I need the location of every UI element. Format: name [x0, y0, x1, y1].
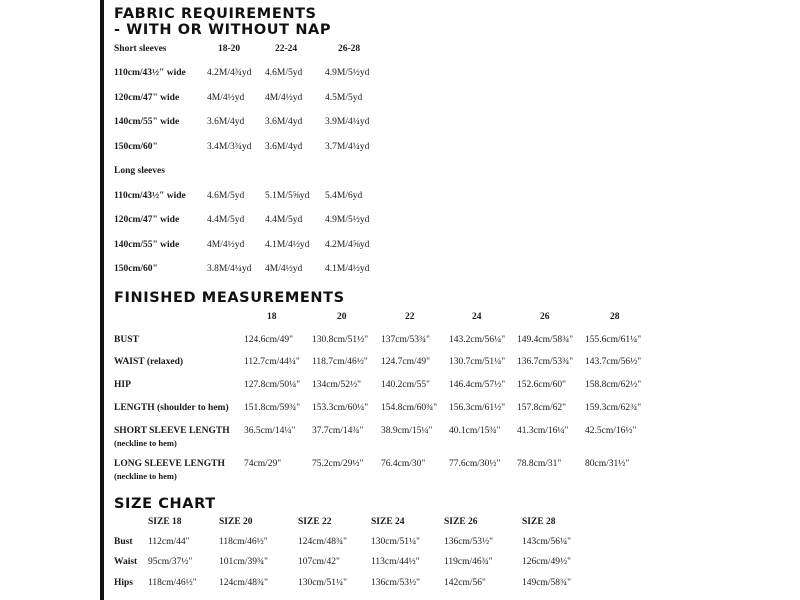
- fabric-cell: 3.6M/4yd: [265, 142, 303, 152]
- size-chart-cell: 112cm/44": [148, 537, 190, 547]
- finished-cell: 36.5cm/14¼": [244, 426, 296, 436]
- size-chart-cell: 130cm/51¼": [371, 537, 420, 547]
- finished-cell: 75.2cm/29½": [312, 459, 364, 469]
- finished-cell: 130.7cm/51¼": [449, 357, 506, 367]
- fabric-row-label: 150cm/60": [114, 264, 158, 274]
- finished-cell: 124.7cm/49": [381, 357, 430, 367]
- finished-cell: 158.8cm/62½": [585, 380, 642, 390]
- size-chart-column-header: SIZE 24: [371, 517, 405, 527]
- size-chart-title: SIZE CHART: [114, 496, 216, 512]
- size-chart-row-label: Waist: [114, 557, 138, 567]
- finished-column-header: 26: [540, 312, 550, 322]
- finished-cell: 157.8cm/62": [517, 403, 566, 413]
- finished-row-label: SHORT SLEEVE LENGTH: [114, 426, 230, 436]
- fabric-cell: 3.6M/4yd: [265, 117, 303, 127]
- size-chart-cell: 143cm/56¼": [522, 537, 571, 547]
- fabric-cell: 3.9M/4¼yd: [325, 117, 370, 127]
- fabric-cell: 3.6M/4yd: [207, 117, 245, 127]
- fabric-cell: 5.4M/6yd: [325, 191, 363, 201]
- finished-row-label: WAIST (relaxed): [114, 357, 184, 367]
- finished-cell: 40.1cm/15¾": [449, 426, 501, 436]
- fabric-row-label: 120cm/47" wide: [114, 93, 180, 103]
- finished-cell: 80cm/31½": [585, 459, 630, 469]
- finished-cell: 42.5cm/16½": [585, 426, 637, 436]
- finished-cell: 155.6cm/61¼": [585, 335, 642, 345]
- fabric-cell: 4M/4½yd: [265, 93, 303, 103]
- size-chart-column-header: SIZE 28: [522, 517, 556, 527]
- finished-cell: 143.2cm/56¼": [449, 335, 506, 345]
- finished-cell: 76.4cm/30": [381, 459, 426, 469]
- fabric-cell: 3.4M/3¾yd: [207, 142, 252, 152]
- finished-row-sublabel: (neckline to hem): [114, 471, 177, 481]
- finished-cell: 154.8cm/60¾": [381, 403, 438, 413]
- fabric-cell: 4.9M/5½yd: [325, 215, 370, 225]
- long-sleeves-label: Long sleeves: [114, 166, 165, 176]
- size-chart-cell: 113cm/44½": [371, 557, 420, 567]
- size-chart-cell: 118cm/46½": [219, 537, 268, 547]
- fabric-row-label: 110cm/43½" wide: [114, 68, 186, 78]
- finished-cell: 140.2cm/55": [381, 380, 430, 390]
- fabric-row-label: 140cm/55" wide: [114, 240, 180, 250]
- fabric-cell: 3.7M/4¼yd: [325, 142, 370, 152]
- finished-cell: 137cm/53¾": [381, 335, 430, 345]
- finished-cell: 41.3cm/16¼": [517, 426, 569, 436]
- fabric-cell: 4.2M/4⅝yd: [325, 240, 370, 250]
- fabric-cell: 4.4M/5yd: [265, 215, 303, 225]
- finished-column-header: 24: [472, 312, 482, 322]
- finished-row-sublabel: (neckline to hem): [114, 438, 177, 448]
- finished-cell: 159.3cm/62¾": [585, 403, 642, 413]
- finished-measurements-title: FINISHED MEASUREMENTS: [114, 290, 345, 306]
- fabric-row-label: 120cm/47" wide: [114, 215, 180, 225]
- size-chart-cell: 126cm/49½": [522, 557, 571, 567]
- finished-cell: 136.7cm/53¾": [517, 357, 574, 367]
- short-sleeves-label: Short sleeves: [114, 44, 167, 54]
- finished-cell: 74cm/29": [244, 459, 282, 469]
- fabric-cell: 4.1M/4½yd: [265, 240, 310, 250]
- size-chart-cell: 142cm/56": [444, 578, 486, 588]
- size-chart-column-header: SIZE 22: [298, 517, 332, 527]
- fabric-cell: 4M/4½yd: [207, 240, 245, 250]
- fabric-cell: 4.9M/5½yd: [325, 68, 370, 78]
- left-border-bar: [100, 0, 104, 600]
- fabric-row-label: 110cm/43½" wide: [114, 191, 186, 201]
- size-chart-row-label: Bust: [114, 537, 133, 547]
- size-chart-cell: 149cm/58¾": [522, 578, 571, 588]
- finished-row-label: BUST: [114, 335, 139, 345]
- finished-cell: 124.6cm/49": [244, 335, 293, 345]
- size-chart-row-label: Hips: [114, 578, 134, 588]
- fabric-cell: 4.6M/5yd: [207, 191, 245, 201]
- size-chart-cell: 101cm/39¾": [219, 557, 268, 567]
- fabric-title-line1: FABRIC REQUIREMENTS: [114, 6, 317, 22]
- size-chart-cell: 107cm/42": [298, 557, 340, 567]
- finished-cell: 153.3cm/60¼": [312, 403, 369, 413]
- fabric-row-label: 140cm/55" wide: [114, 117, 180, 127]
- fabric-cell: 4M/4½yd: [207, 93, 245, 103]
- size-chart-cell: 124cm/48¾": [298, 537, 347, 547]
- finished-cell: 130.8cm/51½": [312, 335, 369, 345]
- finished-cell: 134cm/52½": [312, 380, 361, 390]
- size-chart-cell: 118cm/46½": [148, 578, 197, 588]
- finished-row-label: HIP: [114, 380, 131, 390]
- size-chart-cell: 136cm/53½": [371, 578, 420, 588]
- fabric-cell: 4.2M/4¾yd: [207, 68, 252, 78]
- size-chart-cell: 119cm/46¾": [444, 557, 493, 567]
- finished-cell: 77.6cm/30½": [449, 459, 501, 469]
- fabric-cell: 5.1M/5⅝yd: [265, 191, 310, 201]
- finished-column-header: 20: [337, 312, 347, 322]
- size-chart-column-header: SIZE 26: [444, 517, 478, 527]
- fabric-cell: 4.6M/5yd: [265, 68, 303, 78]
- finished-cell: 38.9cm/15¼": [381, 426, 433, 436]
- size-chart-column-header: SIZE 18: [148, 517, 182, 527]
- finished-cell: 152.6cm/60": [517, 380, 566, 390]
- fabric-row-label: 150cm/60": [114, 142, 158, 152]
- fabric-cell: 4.1M/4½yd: [325, 264, 370, 274]
- finished-cell: 112.7cm/44¼": [244, 357, 300, 367]
- finished-cell: 78.8cm/31": [517, 459, 562, 469]
- fabric-column-header: 22-24: [275, 44, 298, 54]
- finished-cell: 143.7cm/56½": [585, 357, 642, 367]
- finished-cell: 149.4cm/58¾": [517, 335, 574, 345]
- fabric-column-header: 26-28: [338, 44, 361, 54]
- finished-column-header: 18: [267, 312, 277, 322]
- size-chart-cell: 136cm/53½": [444, 537, 493, 547]
- finished-row-label: LONG SLEEVE LENGTH: [114, 459, 225, 469]
- size-chart-column-header: SIZE 20: [219, 517, 253, 527]
- fabric-column-header: 18-20: [218, 44, 241, 54]
- fabric-cell: 4.5M/5yd: [325, 93, 363, 103]
- fabric-title-line2: - WITH OR WITHOUT NAP: [114, 22, 332, 38]
- finished-cell: 151.8cm/59¾": [244, 403, 301, 413]
- finished-cell: 127.8cm/50¼": [244, 380, 301, 390]
- finished-row-label: LENGTH (shoulder to hem): [114, 403, 229, 413]
- fabric-cell: 4.4M/5yd: [207, 215, 245, 225]
- finished-cell: 156.3cm/61½": [449, 403, 506, 413]
- finished-cell: 37.7cm/14¾": [312, 426, 364, 436]
- size-chart-cell: 95cm/37½": [148, 557, 193, 567]
- finished-cell: 146.4cm/57½": [449, 380, 506, 390]
- size-chart-cell: 124cm/48¾": [219, 578, 268, 588]
- fabric-cell: 3.8M/4¼yd: [207, 264, 252, 274]
- finished-column-header: 22: [405, 312, 415, 322]
- fabric-cell: 4M/4½yd: [265, 264, 303, 274]
- size-chart-cell: 130cm/51¼": [298, 578, 347, 588]
- finished-cell: 118.7cm/46½": [312, 357, 368, 367]
- finished-column-header: 28: [610, 312, 620, 322]
